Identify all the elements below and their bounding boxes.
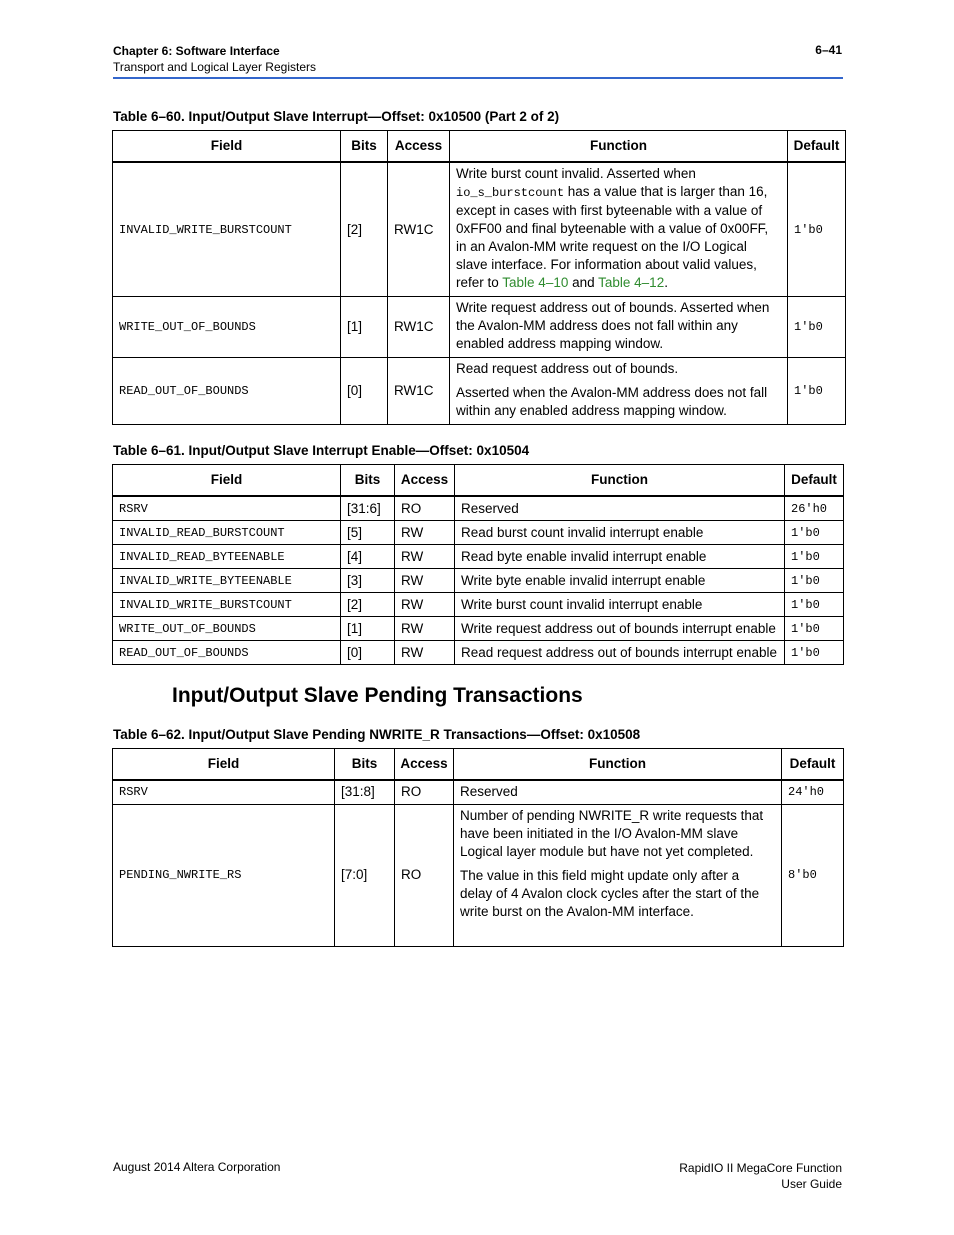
col-bits: Bits xyxy=(341,131,388,163)
default-cell: 1'b0 xyxy=(785,641,844,665)
field-cell: INVALID_WRITE_BURSTCOUNT xyxy=(113,593,341,617)
col-default: Default xyxy=(788,131,846,163)
function-text: The value in this field might update only after a delay of 4 Avalon clock cycles after the start of the write burst on the Avalon-MM interface. xyxy=(460,867,760,919)
access-cell: RO xyxy=(395,780,454,804)
default-cell: 1'b0 xyxy=(788,358,846,425)
table-row xyxy=(113,617,844,641)
function-cell: Read burst count invalid interrupt enable xyxy=(455,521,785,545)
field-cell: READ_OUT_OF_BOUNDS xyxy=(113,358,341,425)
access-cell: RW1C xyxy=(388,297,450,358)
col-access: Access xyxy=(388,131,450,163)
access-cell: RW xyxy=(395,641,455,665)
function-cell: Read request address out of bounds interrupt enable xyxy=(455,641,785,665)
footer-guide: User Guide xyxy=(781,1177,842,1191)
col-function: Function xyxy=(450,131,788,163)
bits-cell: [0] xyxy=(341,358,388,425)
access-cell: RW xyxy=(395,545,455,569)
access-cell: RW xyxy=(395,617,455,641)
field-cell: WRITE_OUT_OF_BOUNDS xyxy=(113,617,341,641)
page-number: 6–41 xyxy=(815,43,842,57)
table-row xyxy=(113,521,844,545)
bits-cell: [7:0] xyxy=(335,804,395,946)
function-cell: Write request address out of bounds interrupt enable xyxy=(455,617,785,641)
field-cell: INVALID_READ_BURSTCOUNT xyxy=(113,521,341,545)
section-subtitle: Transport and Logical Layer Registers xyxy=(113,60,316,74)
function-text: Write burst count invalid. Asserted when xyxy=(456,166,696,181)
function-cell xyxy=(450,162,788,297)
table-6-61-caption: Table 6–61. Input/Output Slave Interrupt Enable—Offset: 0x10504 xyxy=(113,443,530,458)
table-row xyxy=(113,780,844,804)
bits-cell: [2] xyxy=(341,162,388,297)
default-cell: 1'b0 xyxy=(788,297,846,358)
table-row xyxy=(113,593,844,617)
chapter-title: Chapter 6: Software Interface xyxy=(113,44,280,58)
section-heading: Input/Output Slave Pending Transactions xyxy=(172,684,583,707)
signal-name: io_s_burstcount xyxy=(456,186,565,200)
bits-cell: [1] xyxy=(341,617,395,641)
footer-product: RapidIO II MegaCore Function xyxy=(679,1161,842,1175)
table-row xyxy=(113,496,844,521)
function-text: and xyxy=(568,275,599,290)
table-6-60-caption: Table 6–60. Input/Output Slave Interrupt—Offset: 0x10500 (Part 2 of 2) xyxy=(113,109,560,124)
function-cell: Reserved xyxy=(455,496,785,521)
default-cell: 24'h0 xyxy=(782,780,844,804)
table-row xyxy=(113,358,846,425)
bits-cell: [3] xyxy=(341,569,395,593)
table-6-61 xyxy=(112,464,844,665)
access-cell: RW1C xyxy=(388,162,450,297)
bits-cell: [2] xyxy=(341,593,395,617)
function-cell: Read byte enable invalid interrupt enable xyxy=(455,545,785,569)
bits-cell: [31:8] xyxy=(335,780,395,804)
default-cell: 1'b0 xyxy=(785,569,844,593)
col-field: Field xyxy=(113,131,341,163)
access-cell: RW xyxy=(395,569,455,593)
access-cell: RW xyxy=(395,593,455,617)
function-cell xyxy=(450,358,788,425)
table-row xyxy=(113,569,844,593)
table-row xyxy=(113,162,846,297)
function-text: has a value that is larger than 16, except in cases with first byteenable with a value of 0xFF00 and final byteenable with a value of 0x00FF, in an Avalon-MM write request on the I/O Logical slave interface. For information about valid values, refer to xyxy=(456,184,769,290)
bits-cell: [4] xyxy=(341,545,395,569)
default-cell: 1'b0 xyxy=(785,521,844,545)
table-row xyxy=(113,804,844,946)
col-bits: Bits xyxy=(335,749,395,781)
running-header xyxy=(113,43,316,75)
default-cell: 8'b0 xyxy=(782,804,844,946)
table-row xyxy=(113,297,846,358)
bits-cell: [0] xyxy=(341,641,395,665)
table-row xyxy=(113,641,844,665)
table-4-10-link[interactable]: Table 4–10 xyxy=(502,275,569,290)
col-function: Function xyxy=(454,749,782,781)
function-cell: Write burst count invalid interrupt enable xyxy=(455,593,785,617)
access-cell: RW xyxy=(395,521,455,545)
col-field: Field xyxy=(113,465,341,497)
field-cell: RSRV xyxy=(113,496,341,521)
function-text: . xyxy=(664,275,668,290)
table-row xyxy=(113,545,844,569)
function-cell: Write byte enable invalid interrupt enable xyxy=(455,569,785,593)
footer-date-company: August 2014 Altera Corporation xyxy=(113,1160,281,1174)
field-cell: RSRV xyxy=(113,780,335,804)
header-rule xyxy=(113,77,843,79)
table-6-62 xyxy=(112,748,844,947)
bits-cell: [31:6] xyxy=(341,496,395,521)
function-text: Read request address out of bounds. xyxy=(456,361,679,376)
col-default: Default xyxy=(785,465,844,497)
field-cell: WRITE_OUT_OF_BOUNDS xyxy=(113,297,341,358)
access-cell: RO xyxy=(395,804,454,946)
access-cell: RO xyxy=(395,496,455,521)
field-cell: INVALID_READ_BYTEENABLE xyxy=(113,545,341,569)
field-cell: PENDING_NWRITE_RS xyxy=(113,804,335,946)
col-function: Function xyxy=(455,465,785,497)
table-4-12-link[interactable]: Table 4–12 xyxy=(598,275,665,290)
field-cell: INVALID_WRITE_BURSTCOUNT xyxy=(113,162,341,297)
function-text: Asserted when the Avalon-MM address does not fall within any enabled address mapping window. xyxy=(456,385,768,418)
default-cell: 1'b0 xyxy=(788,162,846,297)
default-cell: 26'h0 xyxy=(785,496,844,521)
default-cell: 1'b0 xyxy=(785,617,844,641)
footer-doc-title xyxy=(679,1160,842,1192)
col-bits: Bits xyxy=(341,465,395,497)
table-6-60 xyxy=(112,130,846,425)
function-cell: Write request address out of bounds. Asserted when the Avalon-MM address does not fall within any enabled address mapping window. xyxy=(450,297,788,358)
bits-cell: [1] xyxy=(341,297,388,358)
col-default: Default xyxy=(782,749,844,781)
bits-cell: [5] xyxy=(341,521,395,545)
default-cell: 1'b0 xyxy=(785,545,844,569)
col-access: Access xyxy=(395,749,454,781)
function-cell: Reserved xyxy=(454,780,782,804)
access-cell: RW1C xyxy=(388,358,450,425)
default-cell: 1'b0 xyxy=(785,593,844,617)
function-text: Number of pending NWRITE_R write requests that have been initiated in the I/O Avalon-MM slave Logical layer module but have not yet completed. xyxy=(460,807,764,859)
col-access: Access xyxy=(395,465,455,497)
function-cell xyxy=(454,804,782,946)
field-cell: READ_OUT_OF_BOUNDS xyxy=(113,641,341,665)
field-cell: INVALID_WRITE_BYTEENABLE xyxy=(113,569,341,593)
col-field: Field xyxy=(113,749,335,781)
table-6-62-caption: Table 6–62. Input/Output Slave Pending NWRITE_R Transactions—Offset: 0x10508 xyxy=(113,727,641,742)
